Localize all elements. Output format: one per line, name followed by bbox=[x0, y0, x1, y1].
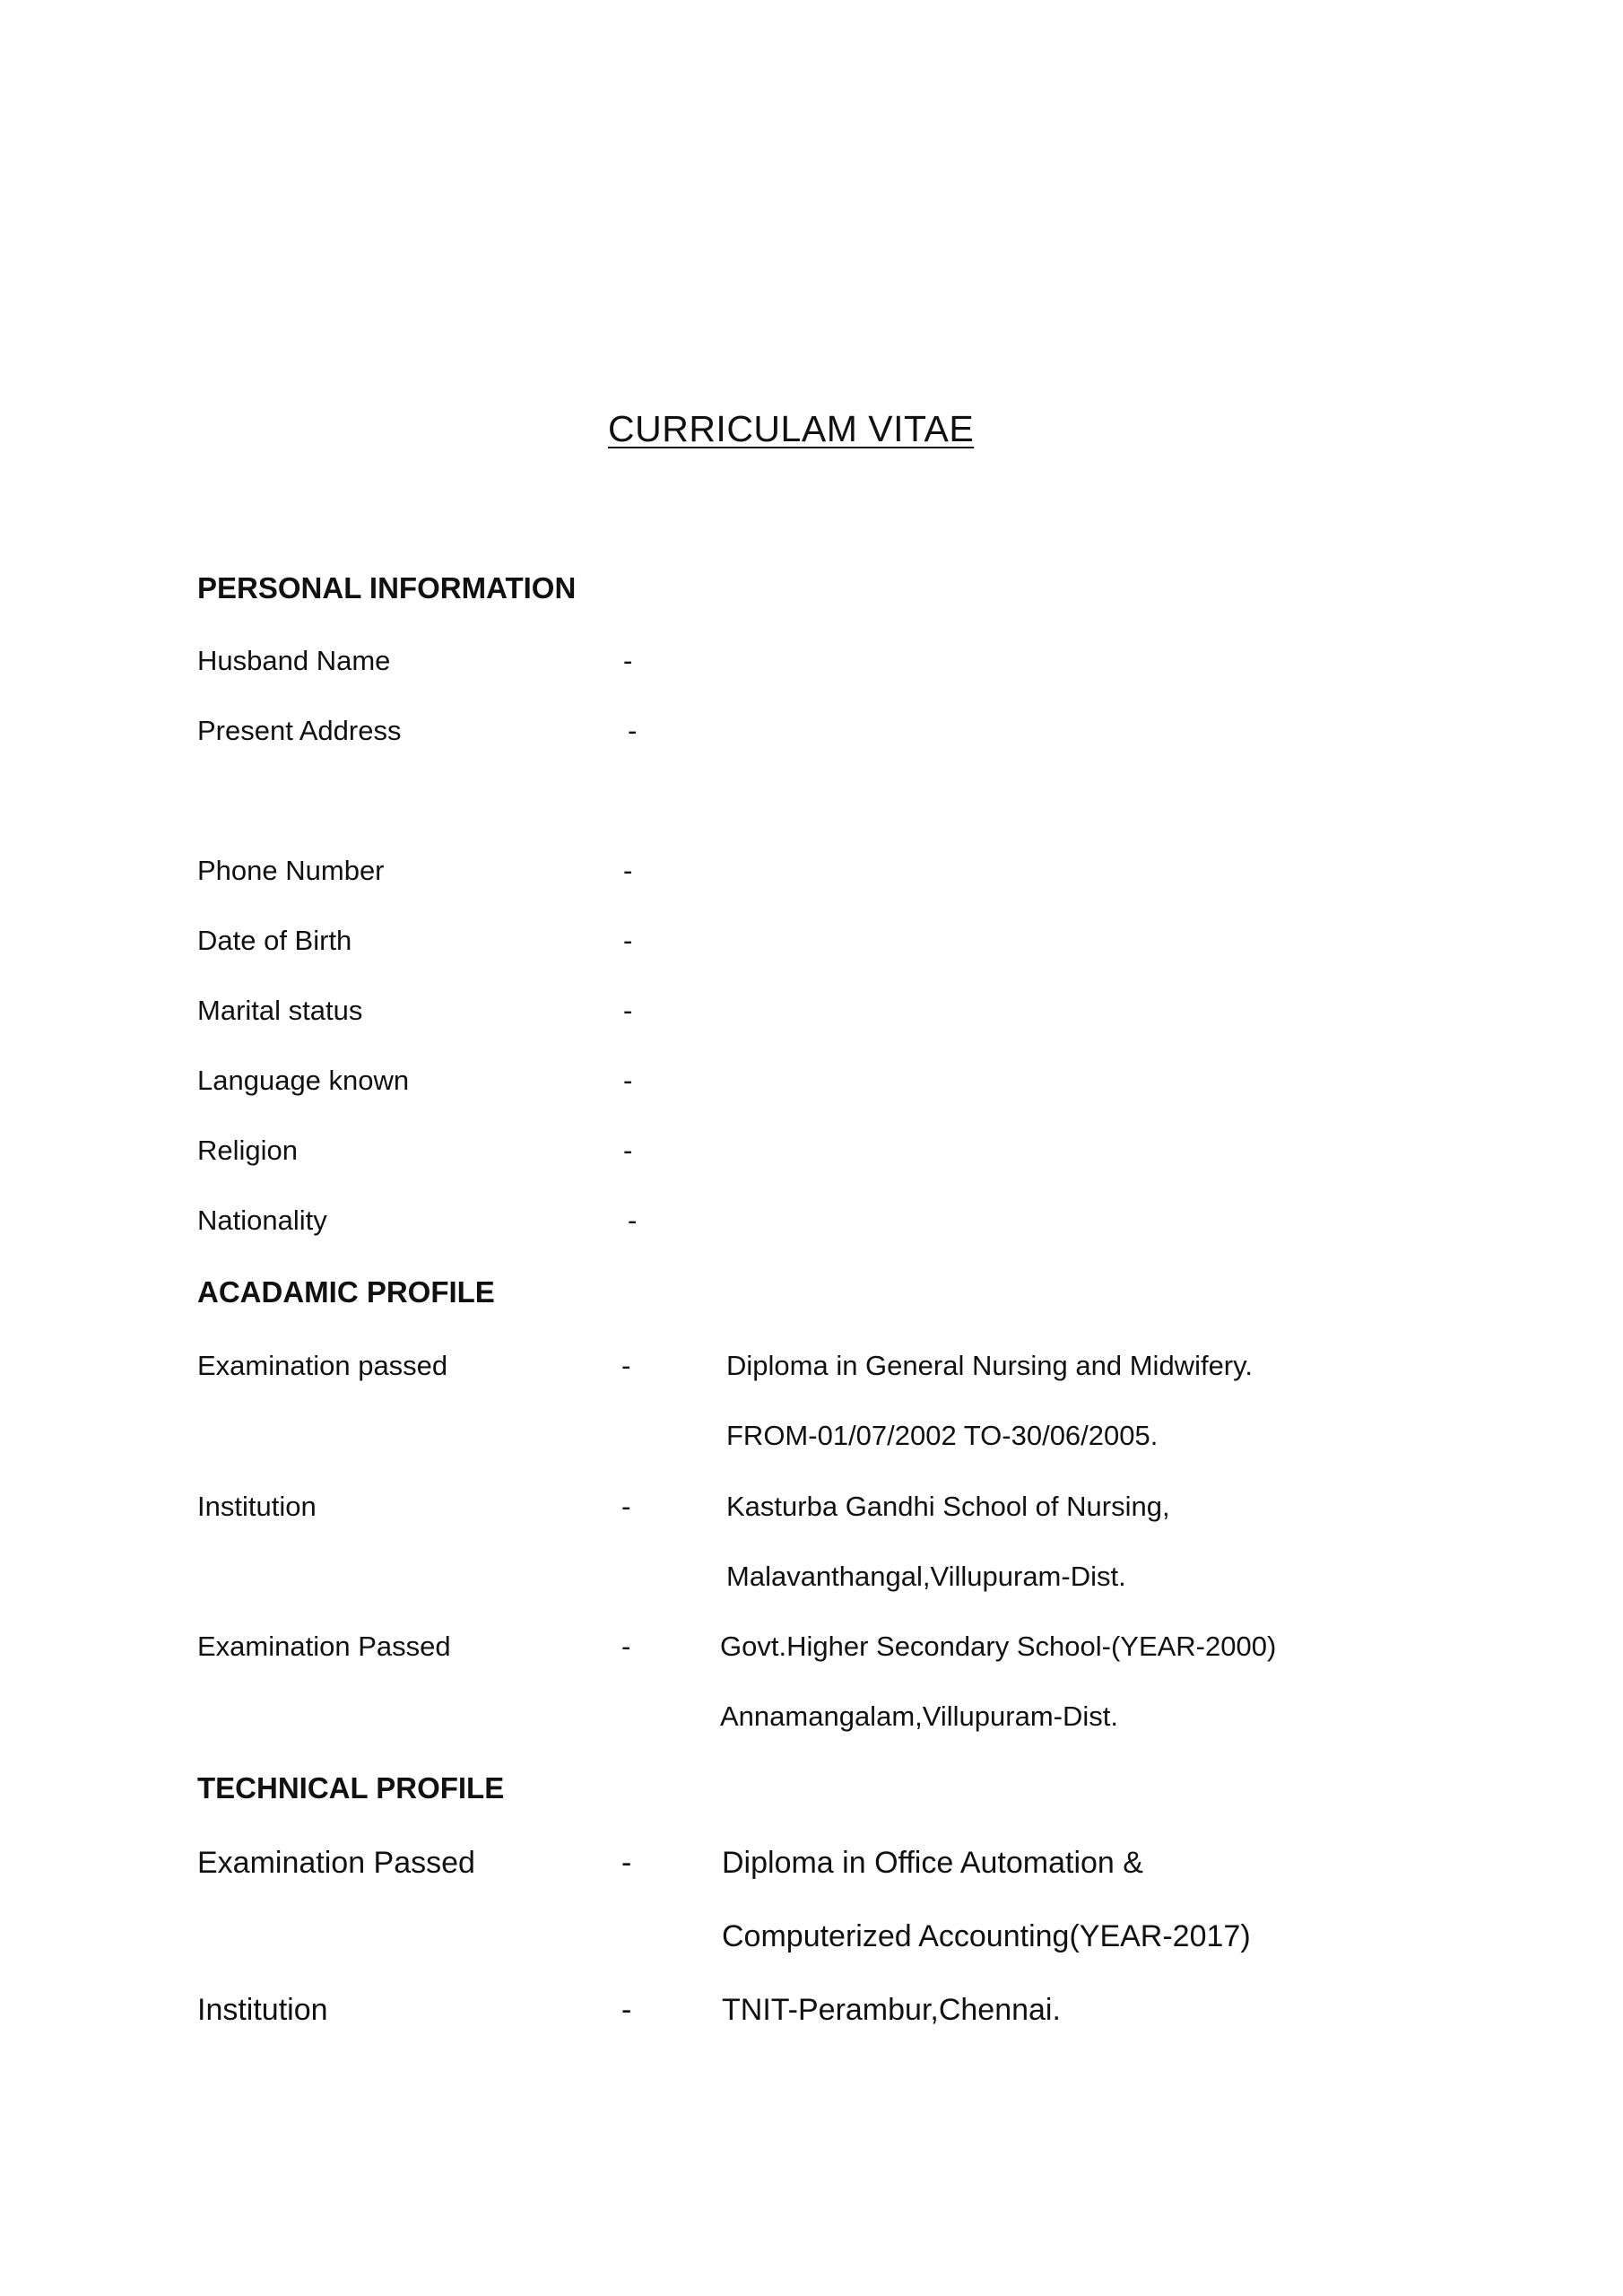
date-of-birth-separator: - bbox=[623, 925, 633, 956]
document-title: CURRICULAM VITAE bbox=[608, 408, 975, 449]
technical-exam-value-line1: Diploma in Office Automation & bbox=[722, 1846, 1143, 1880]
academic-exam-label: Examination passed bbox=[197, 1350, 448, 1381]
academic-exam2-label: Examination Passed bbox=[197, 1631, 451, 1662]
language-known-label: Language known bbox=[197, 1065, 410, 1096]
academic-exam-value-line2: FROM-01/07/2002 TO-30/06/2005. bbox=[726, 1420, 1159, 1451]
present-address-separator: - bbox=[628, 715, 638, 746]
academic-exam2-value-line1: Govt.Higher Secondary School-(YEAR-2000) bbox=[720, 1631, 1277, 1662]
academic-profile-heading: ACADAMIC PROFILE bbox=[197, 1275, 495, 1309]
technical-institution-separator: - bbox=[621, 1993, 632, 2027]
academic-exam-separator: - bbox=[621, 1350, 631, 1381]
academic-institution-label: Institution bbox=[197, 1491, 317, 1522]
academic-exam2-value-line2: Annamangalam,Villupuram-Dist. bbox=[720, 1700, 1118, 1732]
phone-number-label: Phone Number bbox=[197, 855, 385, 886]
religion-label: Religion bbox=[197, 1135, 299, 1166]
language-known-separator: - bbox=[623, 1065, 633, 1096]
academic-institution-value-line1: Kasturba Gandhi School of Nursing, bbox=[726, 1491, 1170, 1522]
technical-exam-label: Examination Passed bbox=[197, 1846, 475, 1880]
marital-status-label: Marital status bbox=[197, 995, 363, 1026]
nationality-label: Nationality bbox=[197, 1205, 327, 1236]
technical-institution-value: TNIT-Perambur,Chennai. bbox=[722, 1993, 1061, 2027]
date-of-birth-label: Date of Birth bbox=[197, 925, 352, 956]
academic-exam2-separator: - bbox=[621, 1631, 631, 1662]
technical-exam-separator: - bbox=[621, 1846, 632, 1880]
nationality-separator: - bbox=[628, 1205, 638, 1236]
husband-name-label: Husband Name bbox=[197, 645, 391, 676]
technical-institution-label: Institution bbox=[197, 1993, 328, 2027]
academic-exam-value-line1: Diploma in General Nursing and Midwifery. bbox=[726, 1350, 1253, 1381]
religion-separator: - bbox=[623, 1135, 633, 1166]
present-address-label: Present Address bbox=[197, 715, 402, 746]
phone-number-separator: - bbox=[623, 855, 633, 886]
marital-status-separator: - bbox=[623, 995, 633, 1026]
academic-institution-value-line2: Malavanthangal,Villupuram-Dist. bbox=[726, 1561, 1126, 1592]
personal-information-heading: PERSONAL INFORMATION bbox=[197, 571, 577, 604]
academic-institution-separator: - bbox=[621, 1491, 631, 1522]
technical-exam-value-line2: Computerized Accounting(YEAR-2017) bbox=[722, 1919, 1251, 1953]
husband-name-separator: - bbox=[623, 645, 633, 676]
technical-profile-heading: TECHNICAL PROFILE bbox=[197, 1771, 505, 1805]
